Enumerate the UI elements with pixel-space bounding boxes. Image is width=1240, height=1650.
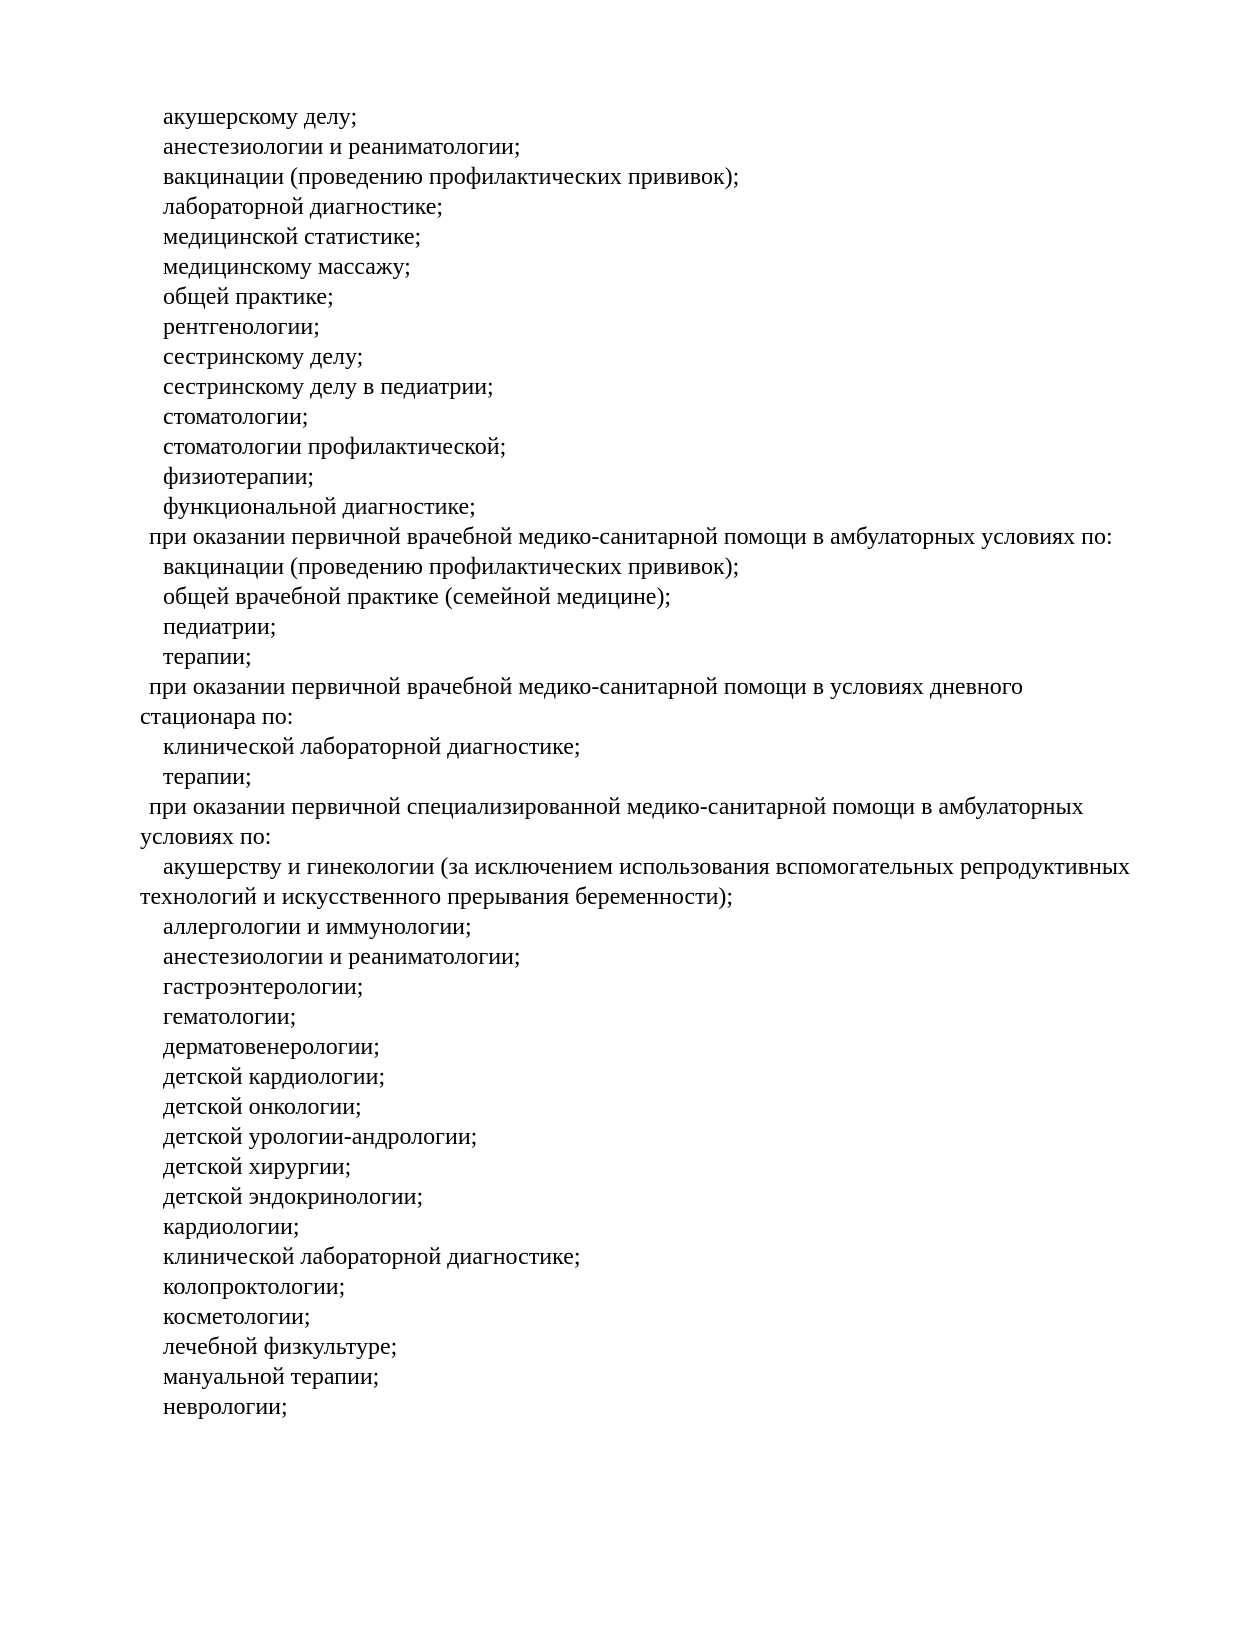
specialty-item-line: колопроктологии; (163, 1274, 346, 1300)
specialty-item-line: вакцинации (проведению профилактических прививок); (163, 164, 740, 190)
specialty-item-line: детской эндокринологии; (163, 1184, 424, 1210)
specialty-item-line: анестезиологии и реаниматологии; (163, 944, 521, 970)
specialty-item-line: стоматологии; (163, 404, 309, 430)
specialty-item-line: акушерству и гинекологии (за исключением использования вспомогательных репродуктивных (163, 854, 1130, 880)
specialty-item-line: гастроэнтерологии; (163, 974, 364, 1000)
specialty-item-line: гематологии; (163, 1004, 297, 1030)
specialty-item-line: медицинскому массажу; (163, 254, 411, 280)
specialty-item-line: детской хирургии; (163, 1154, 352, 1180)
specialty-item-line: общей практике; (163, 284, 334, 310)
specialty-item-line: рентгенологии; (163, 314, 320, 340)
specialty-item-line: лечебной физкультуре; (163, 1334, 398, 1360)
specialty-item-line: технологий и искусственного прерывания беременности); (140, 884, 734, 910)
care-condition-heading-line: условиях по: (140, 824, 272, 850)
specialty-item-line: стоматологии профилактической; (163, 434, 507, 460)
specialty-item-line: физиотерапии; (163, 464, 315, 490)
specialty-item-line: клинической лабораторной диагностике; (163, 1244, 581, 1270)
specialty-item-line: функциональной диагностике; (163, 494, 476, 520)
specialty-item-line: анестезиологии и реаниматологии; (163, 134, 521, 160)
specialty-item-line: вакцинации (проведению профилактических прививок); (163, 554, 740, 580)
specialty-item-line: медицинской статистике; (163, 224, 422, 250)
care-condition-heading-line: при оказании первичной врачебной медико-санитарной помощи в условиях дневного (149, 674, 1023, 700)
specialty-item-line: дерматовенерологии; (163, 1034, 380, 1060)
specialty-item-line: терапии; (163, 764, 252, 790)
specialty-item-line: педиатрии; (163, 614, 277, 640)
license-activity-list (0, 102, 1240, 1422)
specialty-item-line: сестринскому делу в педиатрии; (163, 374, 494, 400)
specialty-item-line: общей врачебной практике (семейной медицине); (163, 584, 672, 610)
specialty-item-line: аллергологии и иммунологии; (163, 914, 472, 940)
specialty-item-line: детской урологии-андрологии; (163, 1124, 478, 1150)
specialty-item-line: кардиологии; (163, 1214, 300, 1240)
care-condition-heading-line: при оказании первичной специализированной медико-санитарной помощи в амбулаторных (149, 794, 1084, 820)
specialty-item-line: клинической лабораторной диагностике; (163, 734, 581, 760)
care-condition-heading-line: стационара по: (140, 704, 294, 730)
specialty-item-line: лабораторной диагностике; (163, 194, 444, 220)
specialty-item-line: неврологии; (163, 1394, 288, 1420)
specialty-item-line: детской кардиологии; (163, 1064, 386, 1090)
specialty-item-line: акушерскому делу; (163, 104, 358, 130)
specialty-item-line: косметологии; (163, 1304, 311, 1330)
care-condition-heading-line: при оказании первичной врачебной медико-санитарной помощи в амбулаторных условиях по: (149, 524, 1113, 550)
specialty-item-line: детской онкологии; (163, 1094, 362, 1120)
specialty-item-line: мануальной терапии; (163, 1364, 380, 1390)
specialty-item-line: сестринскому делу; (163, 344, 364, 370)
specialty-item-line: терапии; (163, 644, 252, 670)
